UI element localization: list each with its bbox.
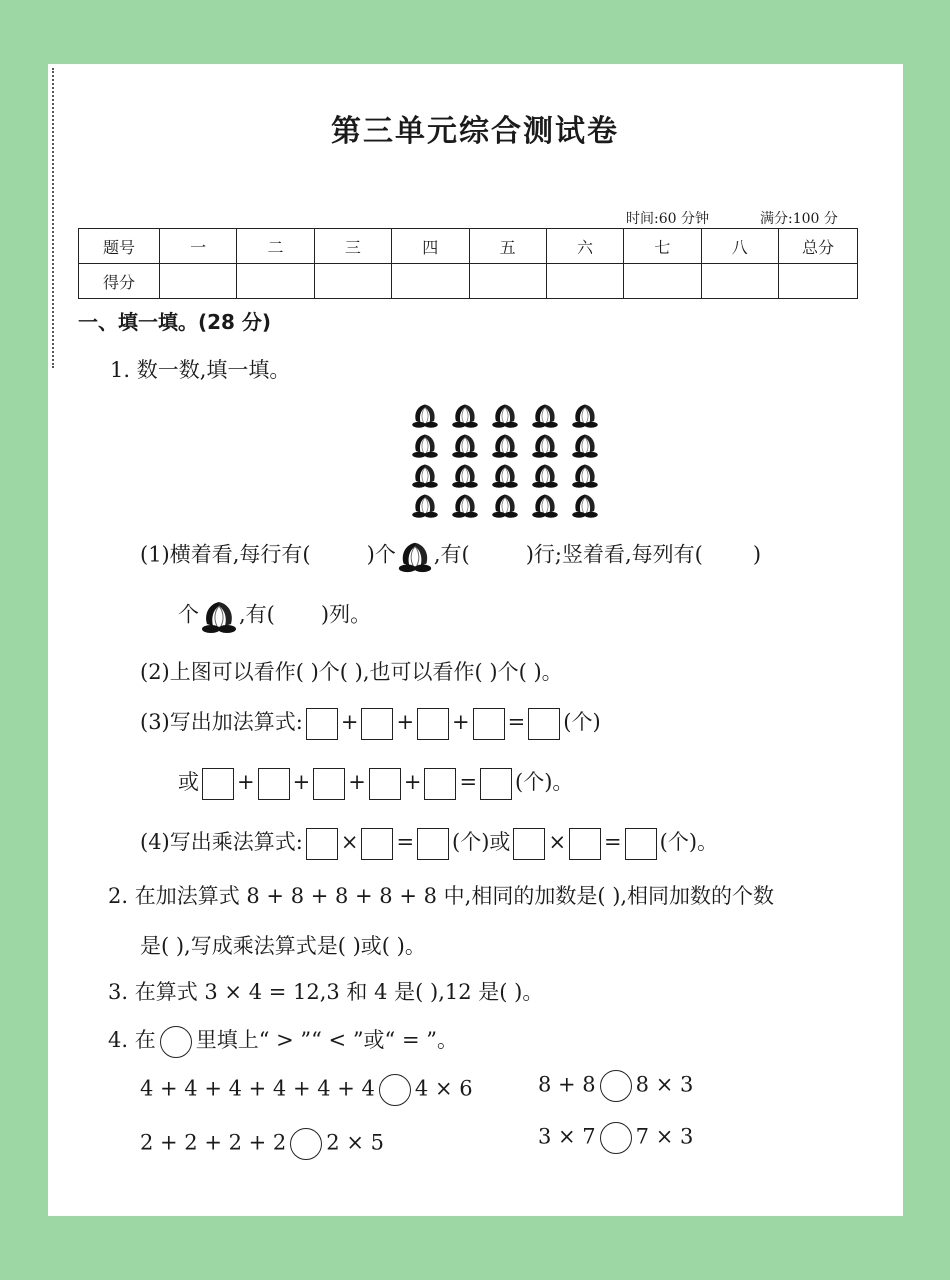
- peach-icon: [490, 458, 520, 492]
- peach-icon: [410, 398, 440, 432]
- text: (个)或: [452, 830, 511, 854]
- score-input-cell[interactable]: [701, 264, 778, 299]
- question-1-part-3-line-2: [178, 766, 573, 800]
- score-table-cell: 一: [160, 229, 237, 264]
- expression-right: 8 × 3: [635, 1072, 694, 1097]
- question-1-prompt: 1. 数一数,填一填。: [110, 358, 291, 382]
- circle-icon: [160, 1026, 192, 1058]
- expression-right: 7 × 3: [635, 1124, 694, 1149]
- plus-sign: +: [348, 770, 366, 794]
- question-3: 3. 在算式 3 × 4 = 12,3 和 4 是( ),12 是( )。: [108, 980, 544, 1004]
- score-table: [78, 228, 858, 299]
- peach-icon: [199, 596, 239, 636]
- compare-circle[interactable]: [290, 1128, 322, 1160]
- text: (个)。: [659, 830, 719, 854]
- plus-sign: +: [403, 770, 422, 794]
- expression-left: 3 × 7: [538, 1124, 596, 1149]
- text: (1)横着看,每行有(: [140, 542, 311, 567]
- text: (3)写出加法算式:: [140, 710, 303, 734]
- peach-icon: [490, 428, 520, 462]
- plus-sign: +: [237, 770, 255, 794]
- text: (个)。: [515, 770, 574, 794]
- score-table-score-row: [79, 264, 858, 299]
- score-table-cell: 八: [701, 229, 778, 264]
- text: 4. 在: [108, 1028, 156, 1052]
- score-table-cell: 三: [314, 229, 391, 264]
- plus-sign: +: [292, 770, 311, 794]
- answer-box[interactable]: [202, 768, 234, 800]
- compare-circle[interactable]: [379, 1074, 411, 1106]
- score-input-cell[interactable]: [237, 264, 314, 299]
- equals-sign: =: [507, 710, 526, 734]
- score-table-cell: 七: [624, 229, 701, 264]
- comparison-item: [538, 1122, 693, 1154]
- plus-sign: +: [396, 710, 415, 734]
- times-sign: ×: [548, 830, 567, 854]
- peach-icon: [410, 458, 440, 492]
- question-1-part-4: [140, 826, 718, 860]
- peach-icon: [530, 458, 560, 492]
- text: )个: [366, 542, 396, 567]
- score-input-cell[interactable]: [779, 264, 858, 299]
- peach-icon: [490, 398, 520, 432]
- score-input-cell[interactable]: [160, 264, 237, 299]
- score-table-cell: 四: [392, 229, 469, 264]
- equals-sign: =: [604, 830, 622, 854]
- score-input-cell[interactable]: [546, 264, 623, 299]
- peach-icon: [450, 488, 480, 522]
- peach-icon: [450, 458, 480, 492]
- peach-icon: [396, 536, 434, 576]
- score-table-cell: 题号: [79, 229, 160, 264]
- peach-icon: [530, 488, 560, 522]
- answer-box[interactable]: [417, 828, 449, 860]
- score-table-cell: 五: [469, 229, 546, 264]
- section-heading: 一、填一填。(28 分): [78, 310, 272, 334]
- comparison-item: [538, 1070, 693, 1102]
- expression-left: 8 + 8: [538, 1072, 596, 1097]
- answer-box[interactable]: [258, 768, 290, 800]
- text: 个: [178, 602, 199, 627]
- text: ,有(: [239, 602, 275, 627]
- answer-box[interactable]: [424, 768, 456, 800]
- peach-icon: [450, 428, 480, 462]
- compare-circle[interactable]: [600, 1070, 632, 1102]
- expression-right: 2 × 5: [326, 1130, 384, 1155]
- expression-left: 2 + 2 + 2 + 2: [140, 1130, 287, 1155]
- answer-box[interactable]: [306, 828, 338, 860]
- answer-box[interactable]: [361, 708, 393, 740]
- text: 或: [178, 770, 199, 794]
- expression-left: 4 + 4 + 4 + 4 + 4 + 4: [140, 1076, 375, 1101]
- times-sign: ×: [340, 830, 359, 854]
- plus-sign: +: [452, 710, 470, 734]
- question-2-line-1: 2. 在加法算式 8 + 8 + 8 + 8 + 8 中,相同的加数是( ),相同加数的个数: [108, 884, 775, 908]
- peach-grid: [410, 398, 610, 518]
- answer-box[interactable]: [313, 768, 345, 800]
- answer-box[interactable]: [417, 708, 449, 740]
- answer-box[interactable]: [473, 708, 505, 740]
- score-table-cell: 六: [546, 229, 623, 264]
- comparison-item: [140, 1128, 384, 1160]
- compare-circle[interactable]: [600, 1122, 632, 1154]
- time-limit: 时间:60 分钟: [626, 211, 709, 227]
- score-table-header-row: [79, 229, 858, 264]
- answer-box[interactable]: [361, 828, 393, 860]
- text: 里填上“ > ”“ < ”或“ = ”。: [195, 1028, 458, 1052]
- score-table-cell: 总分: [779, 229, 858, 264]
- equals-sign: =: [396, 830, 415, 854]
- equals-sign: =: [459, 770, 478, 794]
- peach-icon: [570, 398, 600, 432]
- text: (4)写出乘法算式:: [140, 830, 303, 854]
- answer-box[interactable]: [513, 828, 545, 860]
- comparison-item: [140, 1074, 473, 1106]
- question-2-line-2: 是( ),写成乘法算式是( )或( )。: [140, 934, 426, 958]
- text: ): [752, 542, 762, 567]
- question-1-part-2: (2)上图可以看作( )个( ),也可以看作( )个( )。: [140, 660, 563, 684]
- peach-icon: [570, 458, 600, 492]
- score-input-cell[interactable]: [624, 264, 701, 299]
- answer-box[interactable]: [306, 708, 338, 740]
- text: )列。: [320, 602, 372, 627]
- answer-box[interactable]: [569, 828, 601, 860]
- score-input-cell[interactable]: [392, 264, 469, 299]
- answer-box[interactable]: [625, 828, 657, 860]
- question-1-part-1-line-2: [178, 596, 371, 636]
- answer-box[interactable]: [528, 708, 560, 740]
- peach-icon: [570, 488, 600, 522]
- peach-icon: [570, 428, 600, 462]
- text: (个): [563, 710, 601, 734]
- expression-right: 4 × 6: [414, 1076, 473, 1101]
- question-1-part-3-line-1: [140, 706, 601, 740]
- text: )行;竖着看,每列有(: [525, 542, 703, 567]
- plus-sign: +: [340, 710, 359, 734]
- peach-icon: [530, 398, 560, 432]
- page-title: 第三单元综合测试卷: [331, 114, 619, 149]
- full-score: 满分:100 分: [760, 211, 838, 227]
- peach-icon: [410, 428, 440, 462]
- score-input-cell[interactable]: [314, 264, 391, 299]
- peach-icon: [450, 398, 480, 432]
- score-input-cell[interactable]: [469, 264, 546, 299]
- text: ,有(: [433, 542, 470, 567]
- peach-icon: [490, 488, 520, 522]
- question-4-prompt: [108, 1024, 458, 1058]
- answer-box[interactable]: [480, 768, 512, 800]
- answer-box[interactable]: [369, 768, 401, 800]
- score-table-cell: 二: [237, 229, 314, 264]
- question-1-part-1-line-1: [140, 536, 761, 576]
- peach-icon: [530, 428, 560, 462]
- peach-icon: [410, 488, 440, 522]
- score-table-cell: 得分: [79, 264, 160, 299]
